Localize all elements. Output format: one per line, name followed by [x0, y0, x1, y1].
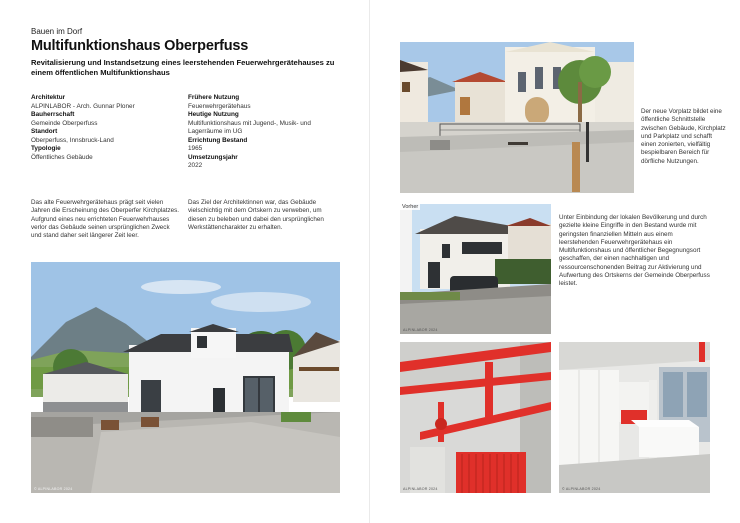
fact-value: Öffentliches Gebäude	[31, 153, 93, 161]
photo-credit: ALPINLABOR 2024	[403, 487, 438, 491]
section-kicker: Bauen im Dorf	[31, 27, 83, 36]
red-interior-photo	[400, 342, 551, 493]
fact-label: Typologie	[31, 145, 61, 152]
fact-value: 2022	[188, 162, 203, 169]
kitchen-photo	[559, 342, 710, 493]
page-title: Multifunktionshaus Oberperfuss	[31, 38, 249, 54]
vorher-photo	[400, 204, 551, 334]
body-text-column-2: Das Ziel der Architektinnen war, das Gebäude vielschichtig mit dem Ortskern zu verweben, um diesen zu beleben und dabei den ursprünglichen Werkstättencharakter zu erhalten.	[188, 199, 324, 231]
main-exterior-photo	[31, 262, 340, 493]
fact-value: 1965	[188, 145, 203, 152]
caption-main: Unter Einbindung der lokalen Bevölkerung und durch gezielte kleine Eingriffe in den Bestand wurde mit geringsten finanziellen Mitteln aus einem leerstehenden Feuerwehrgerätehaus ein Multifunktionshaus und öffentlicher Begegnungsort geschaffen, der einen nachhaltigen und ressourcenschonenden Beitrag zur Aktivierung und Aufwertung des Ortskerns der Gemeinde Oberperfuss leistet.	[559, 214, 710, 288]
facts-column-left	[31, 94, 171, 162]
fact-value: Multifunktionshaus mit Jugend-, Musik- und Lagerräume im UG	[188, 119, 311, 135]
fact-label: Umsetzungsjahr	[188, 153, 238, 161]
fact-label: Bauherrschaft	[31, 111, 75, 118]
body-text-column-1: Das alte Feuerwehrgerätehaus prägt seit vielen Jahren die Erscheinung des Oberperfer Kirchplatzes. Aufgrund eines neu errichteten Feuerwehrhauses verlor das Gebäude seinen ursprünglichen Zweck und stand daher seit längerer Zeit leer.	[31, 199, 180, 240]
fact-value: Oberperfuss, Innsbruck-Land	[31, 136, 114, 144]
fact-value: Feuerwehrgerätehaus	[188, 102, 251, 110]
fact-value: Gemeinde Oberperfuss	[31, 119, 98, 127]
fact-label: Standort	[31, 128, 58, 135]
fact-label: Architektur	[31, 94, 66, 101]
fact-label: Frühere Nutzung	[188, 94, 240, 101]
fact-value: ALPINLABOR - Arch. Gunnar Ploner	[31, 102, 135, 110]
page-subtitle: Revitalisierung und Instandsetzung eines leerstehenden Feuerwehrgerätehauses zu einem öffentlichen Multifunktionshaus	[31, 58, 335, 77]
photo-credit: ALPINLABOR 2024	[403, 328, 438, 332]
photo-credit: © ALPINLABOR 2024	[34, 487, 73, 491]
vorher-label: Vorher	[402, 204, 419, 210]
fact-label: Errichtung Bestand	[188, 136, 248, 144]
right-page	[370, 0, 740, 523]
caption-vorplatz: Der neue Vorplatz bildet eine öffentliche Schnittstelle zwischen Gebäude, Kirchplatz und Parkplatz und schafft einen zonierten, vielfältig bespielbaren Bereich für dörfliche Nutzungen.	[641, 108, 726, 165]
fact-label: Heutige Nutzung	[188, 111, 239, 118]
photo-credit: © ALPINLABOR 2024	[562, 487, 601, 491]
vorplatz-photo	[400, 42, 634, 193]
facts-column-right	[188, 94, 338, 171]
